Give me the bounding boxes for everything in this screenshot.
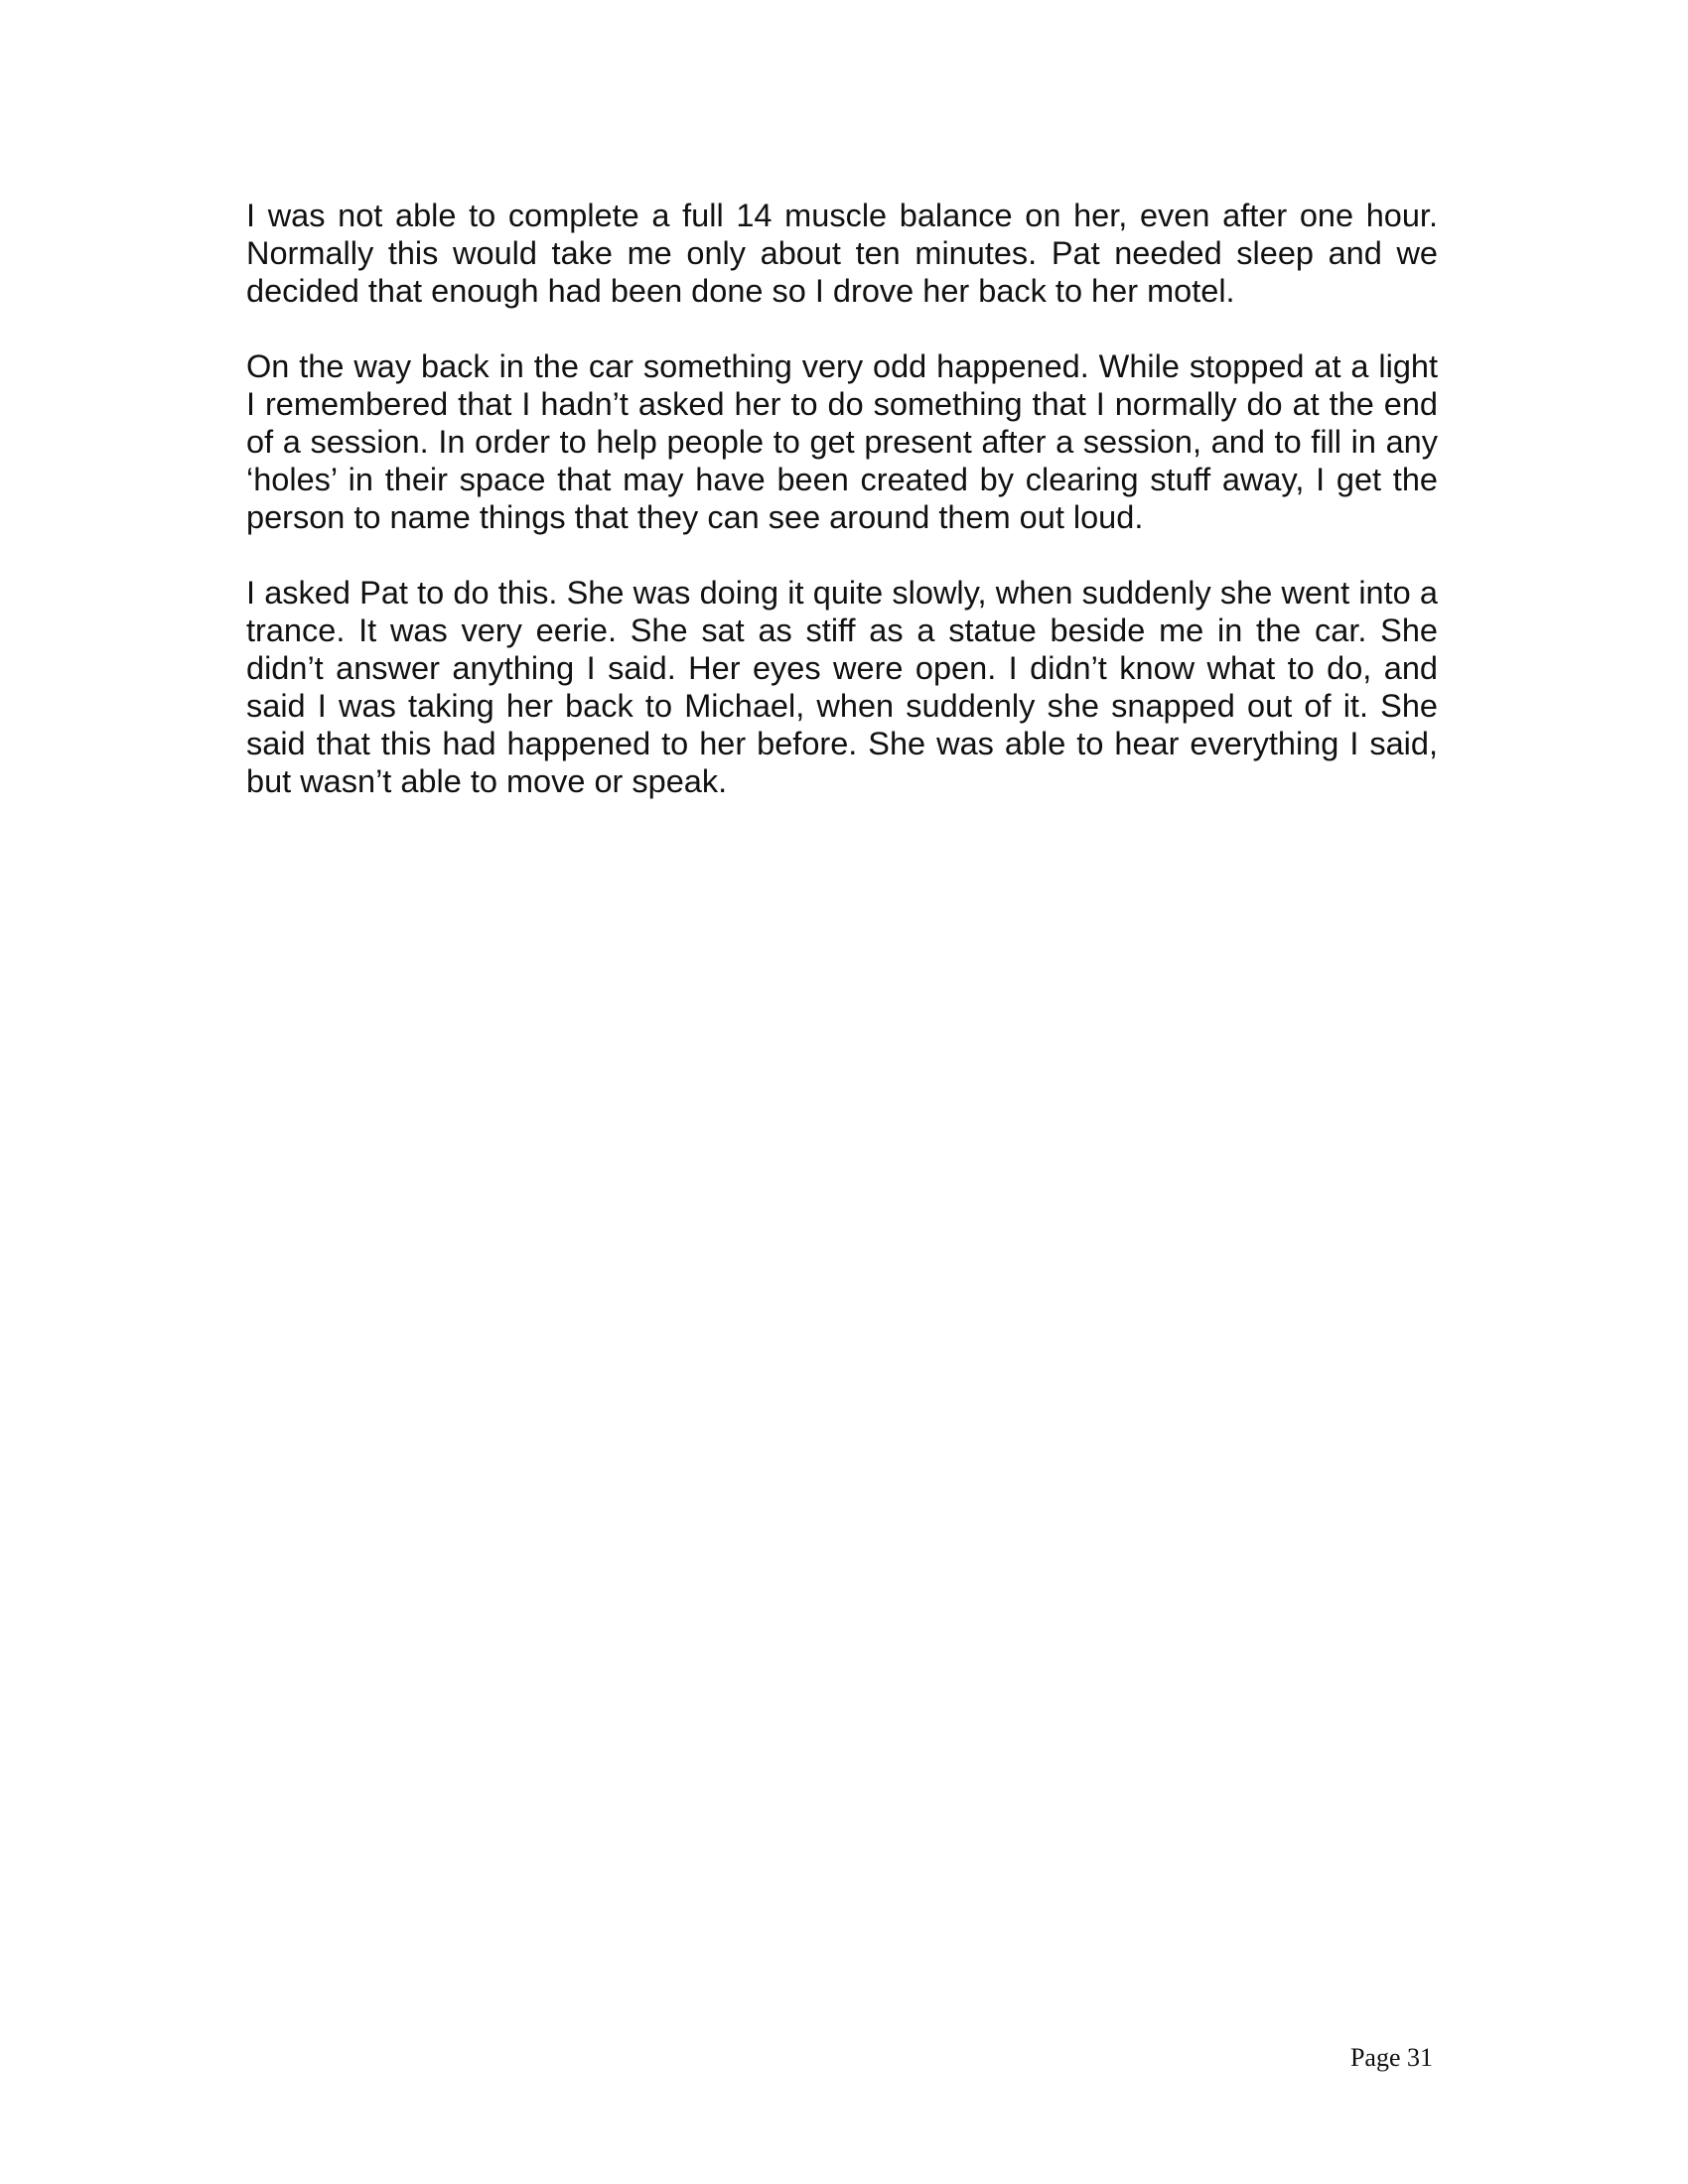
body-text xyxy=(246,197,1438,800)
paragraph-2: On the way back in the car something very odd happened. While stopped at a light I remembered that I hadn’t asked her to do something that I normally do at the end of a session. In order to help people to get present after a session, and to fill in any ‘holes’ in their space that may have been created by clearing stuff away, I get the person to name things that they can see around them out loud. xyxy=(246,348,1438,535)
page-number: Page 31 xyxy=(1349,2043,1433,2072)
paragraph-3: I asked Pat to do this. She was doing it quite slowly, when suddenly she went into a trance. It was very eerie. She sat as stiff as a statue beside me in the car. She didn’t answer anything I said. Her eyes were open. I didn’t know what to do, and said I was taking her back to Michael, when suddenly she snapped out of it. She said that this had happened to her before. She was able to hear everything I said, but wasn’t able to move or speak. xyxy=(246,575,1438,799)
paragraph-1: I was not able to complete a full 14 muscle balance on her, even after one hour. Normally this would take me only about ten minutes. Pat needed sleep and we decided that enough had been done so I drove her back to her motel. xyxy=(246,198,1438,309)
